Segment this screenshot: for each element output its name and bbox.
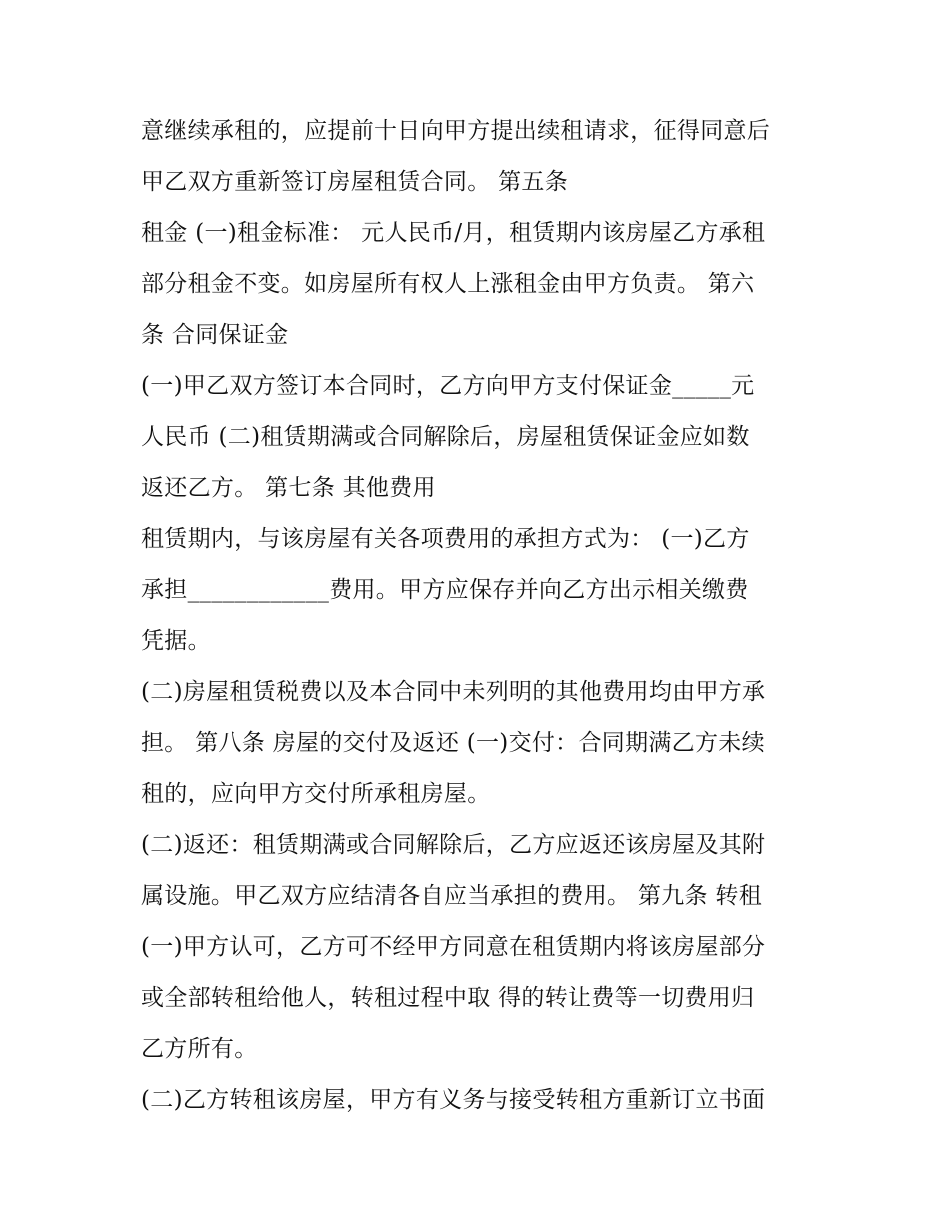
text-line: 乙方所有。 [141,1036,258,1062]
text-line: (二)返还：租赁期满或合同解除后，乙方应返还该房屋及其附 [141,832,766,858]
text-line: 返还乙方。 第七条 其他费用 [141,475,436,501]
text-line: 甲乙双方重新签订房屋租赁合同。 第五条 [141,169,569,195]
text-line: 租赁期内，与该房屋有关各项费用的承担方式为： (一)乙方 [141,526,750,552]
text-line: 租的，应向甲方交付所承租房屋。 [141,781,491,807]
text-line: (一)甲方认可，乙方可不经甲方同意在租赁期内将该房屋部分 [141,934,766,960]
text-line: 担。 第八条 房屋的交付及返还 (一)交付：合同期满乙方未续 [141,730,765,756]
text-line: 意继续承租的，应提前十日向甲方提出续租请求，征得同意后 [141,118,771,144]
text-line: 属设施。甲乙双方应结清各自应当承担的费用。 第九条 转租 [141,883,763,909]
text-line: 条 合同保证金 [141,322,289,348]
text-line: 部分租金不变。如房屋所有权人上涨租金由甲方负责。 第六 [141,271,755,297]
text-line: 人民币 (二)租赁期满或合同解除后，房屋租赁保证金应如数 [141,424,750,450]
text-line: 承担____________费用。甲方应保存并向乙方出示相关缴费 [141,577,749,603]
text-line: (二)房屋租赁税费以及本合同中未列明的其他费用均由甲方承 [141,679,766,705]
document-body [141,106,811,1126]
text-line: 租金 (一)租金标准： 元人民币/月，租赁期内该房屋乙方承租 [141,220,766,246]
text-line: 或全部转租给他人，转租过程中取 得的转让费等一切费用归 [141,985,755,1011]
text-line: (二)乙方转租该房屋，甲方有义务与接受转租方重新订立书面 [141,1087,766,1113]
text-line: (一)甲乙双方签订本合同时，乙方向甲方支付保证金_____元 [141,373,755,399]
text-line: 凭据。 [141,628,211,654]
